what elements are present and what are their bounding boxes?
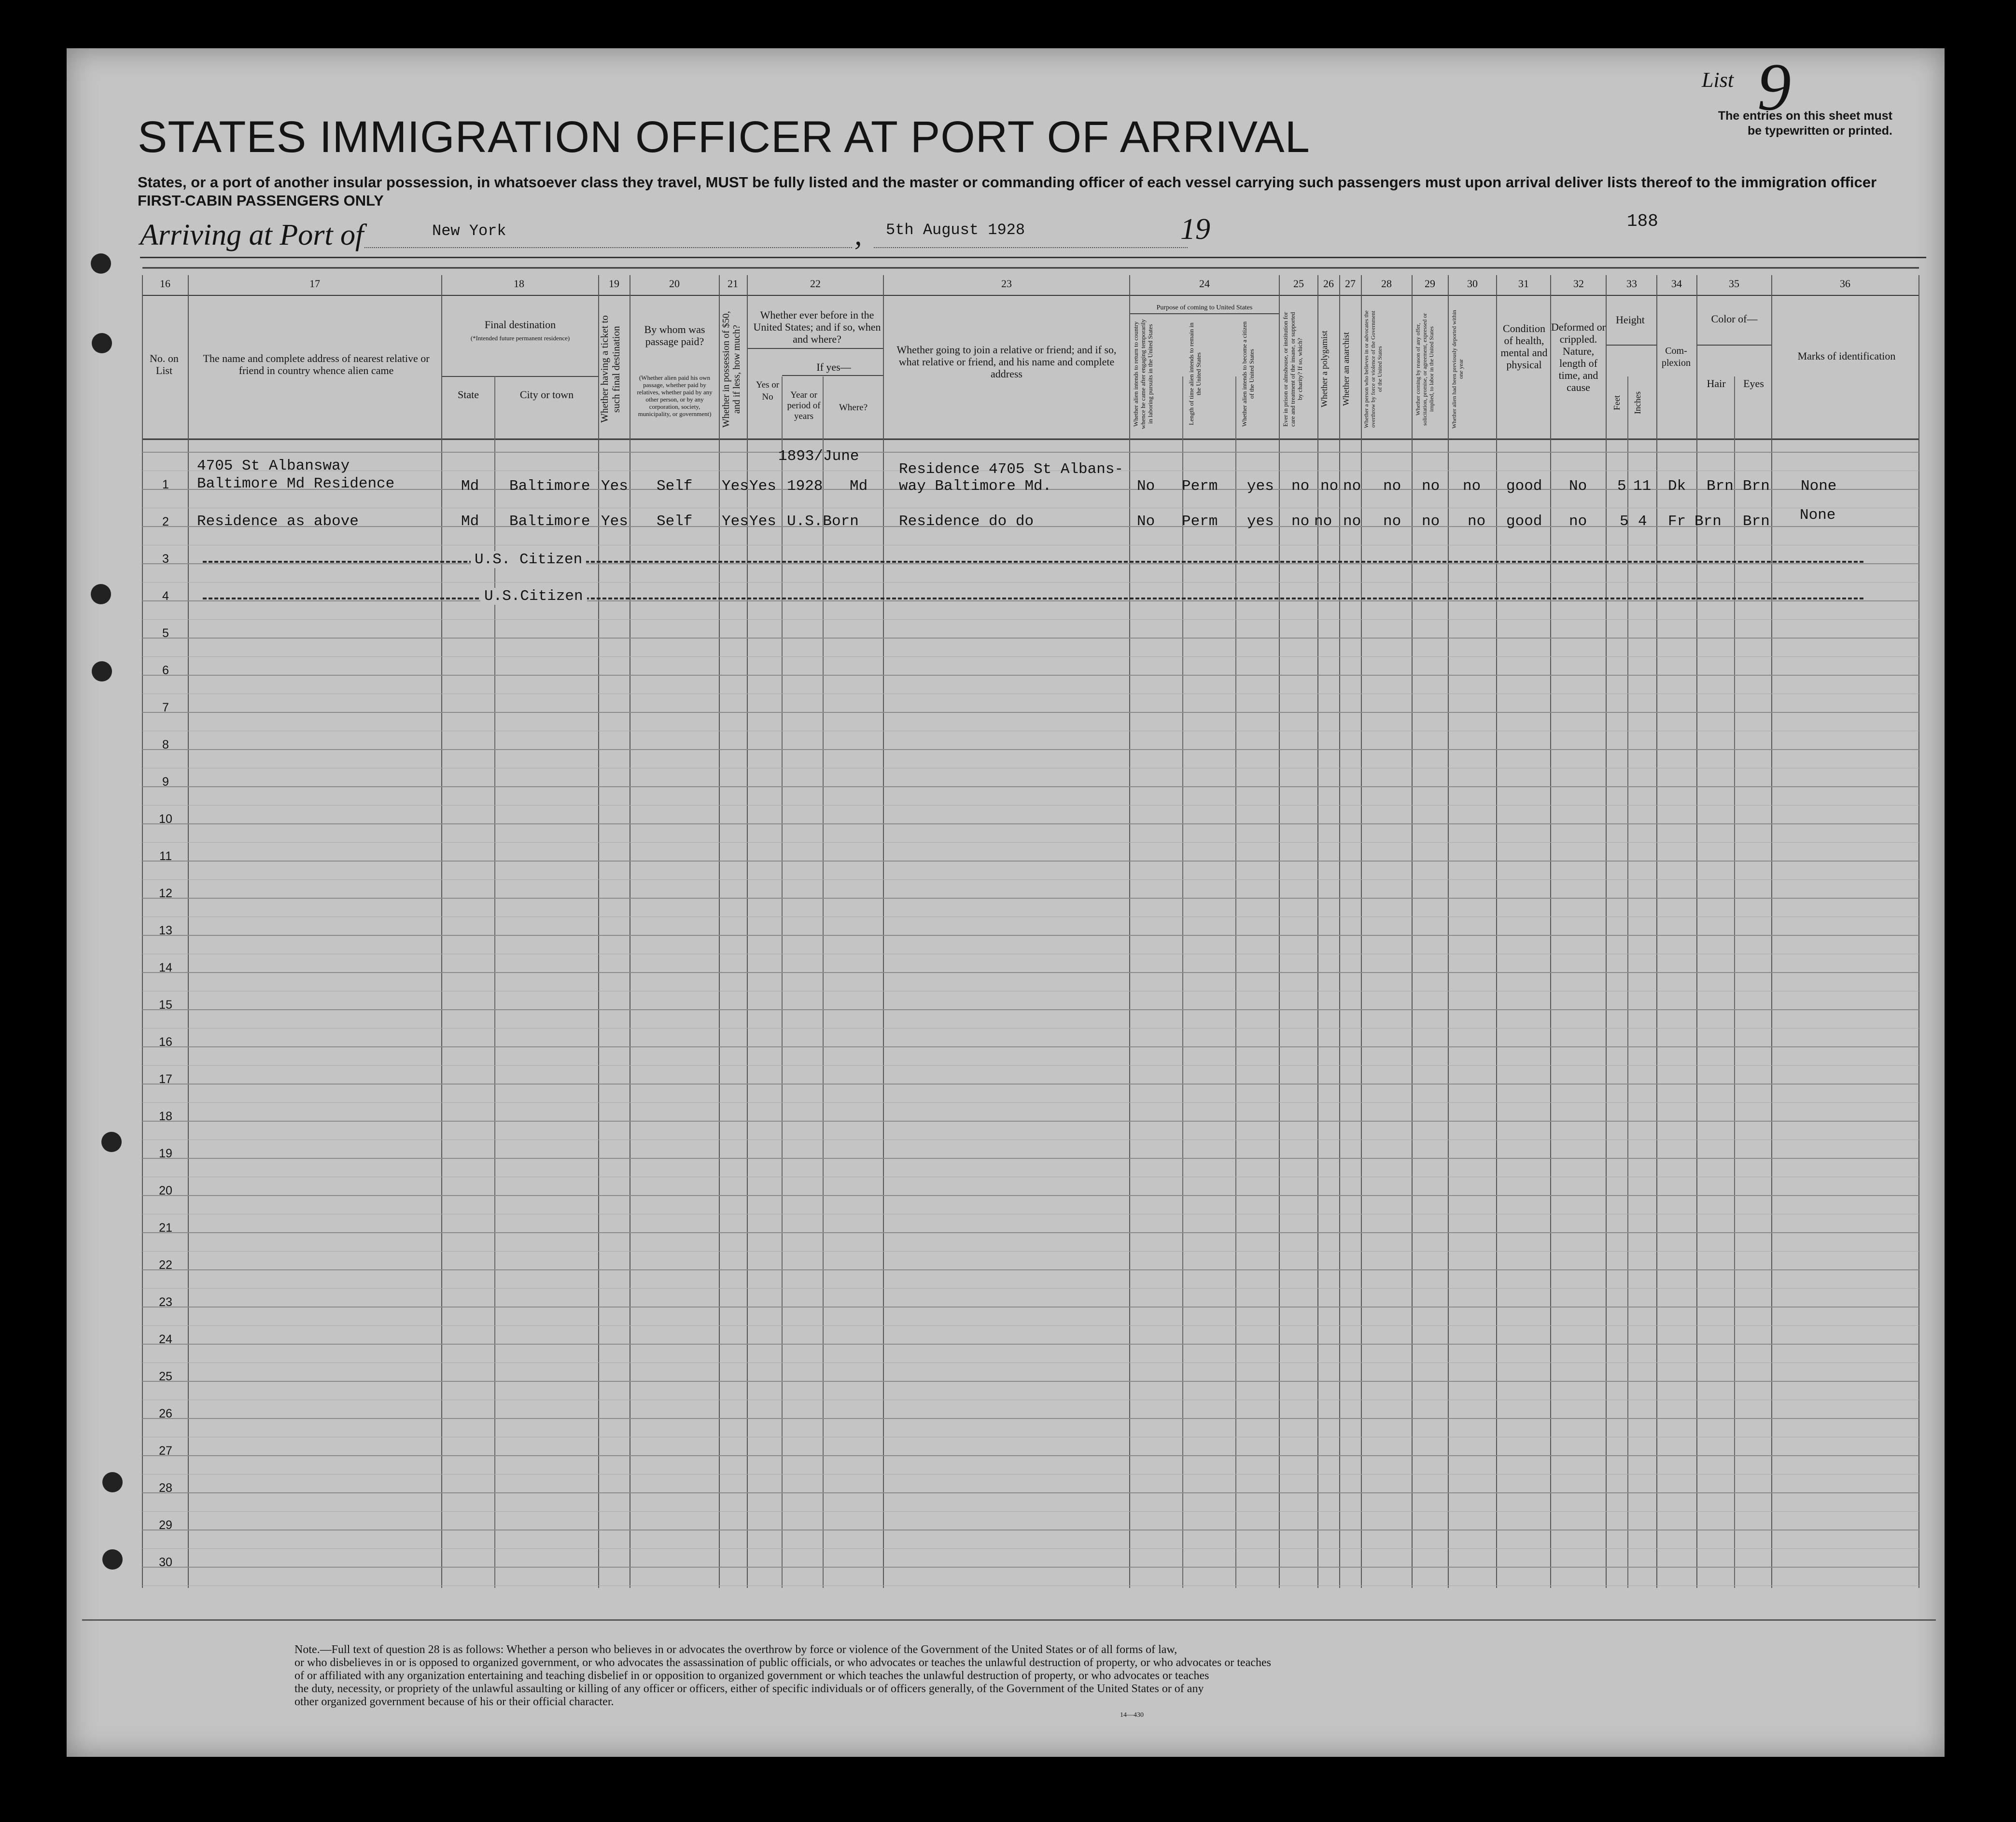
year-prefix: 19: [1180, 213, 1210, 246]
column-number: 36: [1840, 278, 1850, 290]
page-number: 188: [1627, 211, 1658, 231]
column-number: 35: [1729, 278, 1739, 290]
header-state: State: [458, 389, 479, 401]
header-health: Condition of health, mental and physical: [1500, 322, 1548, 371]
header-purpose: Purpose of coming to United States: [1156, 304, 1253, 311]
cell-length: Perm: [1182, 478, 1218, 495]
header-if-yes: If yes—: [816, 361, 851, 373]
cell-marks: None: [1801, 478, 1837, 495]
cell-complexion: Fr: [1668, 513, 1686, 530]
cell-length: Perm: [1182, 513, 1218, 530]
header-purpose-citizen: Whether alien intends to become a citizen of the United States: [1241, 321, 1255, 427]
header-final-destination: Final destination: [484, 319, 556, 331]
class-line: FIRST-CABIN PASSENGERS ONLY: [138, 192, 384, 209]
row-number: 30: [159, 1556, 172, 1569]
column-number: 26: [1323, 278, 1334, 290]
row-number: 28: [159, 1481, 172, 1495]
cell-year: 1893/June: [778, 448, 859, 465]
date-value: 5th August 1928: [886, 221, 1025, 239]
header-q28: Whether a person who believes in or advocates the overthrow by force or violence of the Government of the United States: [1363, 310, 1383, 428]
row-number: 14: [159, 961, 172, 974]
header-q30: Whether alien had been previously deported within one year: [1451, 310, 1464, 429]
header-anarchist: Whether an anarchist: [1341, 332, 1351, 406]
cell-q30: no: [1468, 513, 1486, 530]
form-number: 14—430: [1120, 1711, 1144, 1719]
header-prison: Ever in prison or almshouse, or institution for care and treatment of the insane, or supported by charity? If so, which?: [1282, 312, 1303, 427]
cell-complexion: Dk: [1668, 478, 1686, 495]
column-number: 17: [309, 278, 320, 290]
cell-deformed: no: [1569, 513, 1587, 530]
header-ticket: Whether having a ticket to such final destination: [599, 315, 622, 423]
row-number: 6: [162, 664, 169, 677]
cell-citizen: yes: [1247, 513, 1274, 530]
cell-address: Residence as above: [197, 513, 359, 530]
cell-q30: no: [1463, 478, 1481, 495]
cell-q28: no: [1383, 478, 1401, 495]
header-purpose-length: Length of time alien intends to remain in the United States: [1188, 322, 1202, 426]
cell-feet: 5: [1620, 513, 1629, 530]
cell-return: No: [1137, 478, 1155, 495]
cell-health: good: [1506, 513, 1542, 530]
cell-prison: no: [1291, 513, 1310, 530]
cell-before: Yes: [749, 513, 776, 530]
row-number: 11: [159, 849, 172, 863]
column-number: 24: [1199, 278, 1210, 290]
row-number: 22: [159, 1258, 172, 1272]
row-number: 13: [159, 924, 172, 937]
cell-q29: no: [1422, 513, 1440, 530]
cell-return: No: [1137, 513, 1155, 530]
cell-city: Baltimore: [509, 478, 590, 495]
column-number: 34: [1671, 278, 1682, 290]
subtitle: States, or a port of another insular possession, in whatsoever class they travel, MUST be fully listed and the master or commanding officer of each vessel carrying such passengers must upon arrival deliver lists thereof to the immigration officer: [138, 174, 1877, 191]
cell-polygamist: no: [1314, 513, 1332, 530]
header-q29: Whether coming by reason of any offer, solicitation, promise, or agreement, expressed or implied, to labor in the United States: [1414, 313, 1435, 426]
cell-money: Yes: [722, 513, 749, 530]
cell-deformed: No: [1569, 478, 1587, 495]
header-passage: By whom was passage paid?: [644, 323, 705, 348]
footnote: Note.—Full text of question 28 is as follows: Whether a person who believes in or advocates the overthrow by force or violence of the Government of the United States or of all forms of law, or who disbelieves in or is opposed to organized government, or who advocates the assassination of public officials, or who advocates or teaches the unlawful destruction of property, or who advocates or teaches of or affiliated with any organization entertaining and teaching disbelief in or opposition to organized government or which teaches the unlawful destruction of property, or who advocates or teaches the duty, necessity, or propriety of the unlawful assaulting or killing of any officer or officers, either of specific individuals or of officers generally, of the Government of the United States or of any other organized government because of his or their official character.: [294, 1643, 1271, 1708]
header-city: City or town: [519, 389, 574, 401]
header-money: Whether in possession of $50, and if less, how much?: [721, 311, 742, 428]
cell-marks: None: [1800, 507, 1836, 524]
header-deformed: Deformed or crippled. Nature, length of time, and cause: [1551, 321, 1606, 393]
cell-prison: no: [1291, 478, 1310, 495]
row-number: 3: [162, 552, 169, 566]
header-year-period: Year or period of years: [787, 390, 821, 421]
cell-feet: 5: [1617, 478, 1626, 495]
cell-year: U.S.Born: [787, 513, 859, 530]
cell-eyes: Brn: [1743, 478, 1770, 495]
cell-state: Md: [461, 478, 479, 495]
port-value: New York: [432, 222, 506, 240]
column-number: 21: [728, 278, 738, 290]
cell-polygamist: no: [1320, 478, 1339, 495]
header-address: The name and complete address of nearest relative or friend in country whence alien came: [203, 352, 430, 376]
cell-hair: Brn: [1707, 478, 1734, 495]
cell-inches: 11: [1633, 478, 1652, 495]
row-number: 5: [162, 626, 169, 640]
column-number: 31: [1518, 278, 1529, 290]
row-number: 26: [159, 1407, 172, 1420]
column-number: 30: [1467, 278, 1478, 290]
header-purpose-return: Whether alien intends to return to country whence he came after engaging temporarily in laboring pursuits in the United States: [1132, 319, 1154, 429]
row-number: 1: [162, 478, 169, 491]
row-number: 8: [162, 738, 169, 751]
column-number: 23: [1001, 278, 1012, 290]
comma: ,: [854, 219, 862, 251]
row-4-dash-line: [203, 598, 1863, 599]
cell-hair: Brn: [1694, 513, 1722, 530]
row-number: 16: [159, 1035, 172, 1049]
cell-state: Md: [461, 513, 479, 530]
cell-address: 4705 St Albansway: [197, 458, 350, 474]
header-no-on-list: No. on List: [150, 352, 179, 376]
row-number: 2: [162, 515, 169, 529]
cell-anarchist: no: [1343, 513, 1361, 530]
row-number: 9: [162, 775, 169, 789]
arriving-label: Arriving at Port of: [140, 219, 364, 251]
column-number: 32: [1573, 278, 1584, 290]
header-complexion: Com-plexion: [1662, 346, 1691, 368]
row-number: 7: [162, 701, 169, 714]
row-number: 21: [159, 1221, 172, 1235]
header-height: Height: [1616, 314, 1645, 326]
header-feet: Feet: [1612, 395, 1622, 411]
column-number: 19: [609, 278, 619, 290]
row-number: 15: [159, 998, 172, 1012]
cell-health: good: [1506, 478, 1542, 495]
cell-city: Baltimore: [509, 513, 590, 530]
header-eyes: Eyes: [1743, 377, 1764, 389]
cell-anarchist: no: [1343, 478, 1361, 495]
header-where: Where?: [839, 403, 868, 413]
row-number: 10: [159, 812, 172, 826]
cell-citizen: yes: [1247, 478, 1274, 495]
column-number: 16: [160, 278, 170, 290]
column-number: 22: [810, 278, 821, 290]
cell-joining: Residence do do: [899, 513, 1034, 530]
row-number: 23: [159, 1295, 172, 1309]
column-number: 20: [669, 278, 680, 290]
column-number: 28: [1381, 278, 1392, 290]
row-number: 12: [159, 887, 172, 900]
row-number: 25: [159, 1370, 172, 1383]
column-number: 27: [1345, 278, 1356, 290]
row-number: 29: [159, 1518, 172, 1532]
row-number: 20: [159, 1184, 172, 1197]
cell-joining-line-2: way Baltimore Md.: [899, 478, 1052, 495]
row-number: 24: [159, 1333, 172, 1346]
cell-before: Yes: [749, 478, 776, 495]
column-number: 25: [1293, 278, 1304, 290]
row-number: 19: [159, 1147, 172, 1160]
row-number: 18: [159, 1110, 172, 1123]
cell-where: Md: [850, 478, 868, 495]
header-joining: Whether going to join a relative or friend; and if so, what relative or friend, and his name and complete address: [896, 344, 1117, 380]
list-label: List: [1702, 68, 1734, 92]
footnote-rule: [82, 1619, 1936, 1621]
row-3-dash-line: [203, 561, 1863, 563]
cell-year-2: 1928: [787, 478, 823, 495]
cell-eyes: Brn: [1743, 513, 1770, 530]
column-number: 33: [1626, 278, 1637, 290]
cell-paid: Self: [657, 478, 693, 495]
row-number: 17: [159, 1072, 172, 1086]
cell-paid: Self: [657, 513, 693, 530]
header-inches: Inches: [1633, 391, 1642, 415]
cell-q29: no: [1422, 478, 1440, 495]
cell-inches: 4: [1638, 513, 1647, 530]
header-marks: Marks of identification: [1797, 350, 1896, 362]
header-final-destination-note: (*Intended future permanent residence): [470, 334, 570, 342]
header-yes-no: Yes or No: [756, 380, 780, 402]
cell-ticket: Yes: [601, 478, 628, 495]
cell-address-line-2: Baltimore Md Residence: [197, 475, 395, 492]
page-title: STATES IMMIGRATION OFFICER AT PORT OF ARRIVAL: [138, 112, 1310, 162]
header-before-us: Whether ever before in the United States; and if so, when and where?: [753, 309, 881, 345]
column-number: 18: [514, 278, 524, 290]
cell-money: Yes: [722, 478, 749, 495]
cell-q28: no: [1383, 513, 1401, 530]
column-number: 29: [1425, 278, 1435, 290]
row-number: 4: [162, 589, 169, 603]
cell-joining: Residence 4705 St Albans-: [899, 461, 1124, 478]
cell-citizen-note: U.S.Citizen: [480, 588, 587, 605]
cell-citizen-note: U.S. Citizen: [471, 551, 586, 568]
typewritten-note: The entries on this sheet must be typewritten or printed.: [1718, 109, 1892, 138]
header-passage-note: (Whether alien paid his own passage, whether paid by relatives, whether paid by any other person, or by any corporation, society, municipality, or government): [637, 374, 713, 417]
header-polygamist: Whether a polygamist: [1319, 331, 1329, 408]
list-number: 9: [1757, 50, 1791, 125]
row-number: 27: [159, 1444, 172, 1458]
header-hair: Hair: [1707, 377, 1726, 389]
header-color-of: Color of—: [1711, 313, 1758, 325]
cell-ticket: Yes: [601, 513, 628, 530]
